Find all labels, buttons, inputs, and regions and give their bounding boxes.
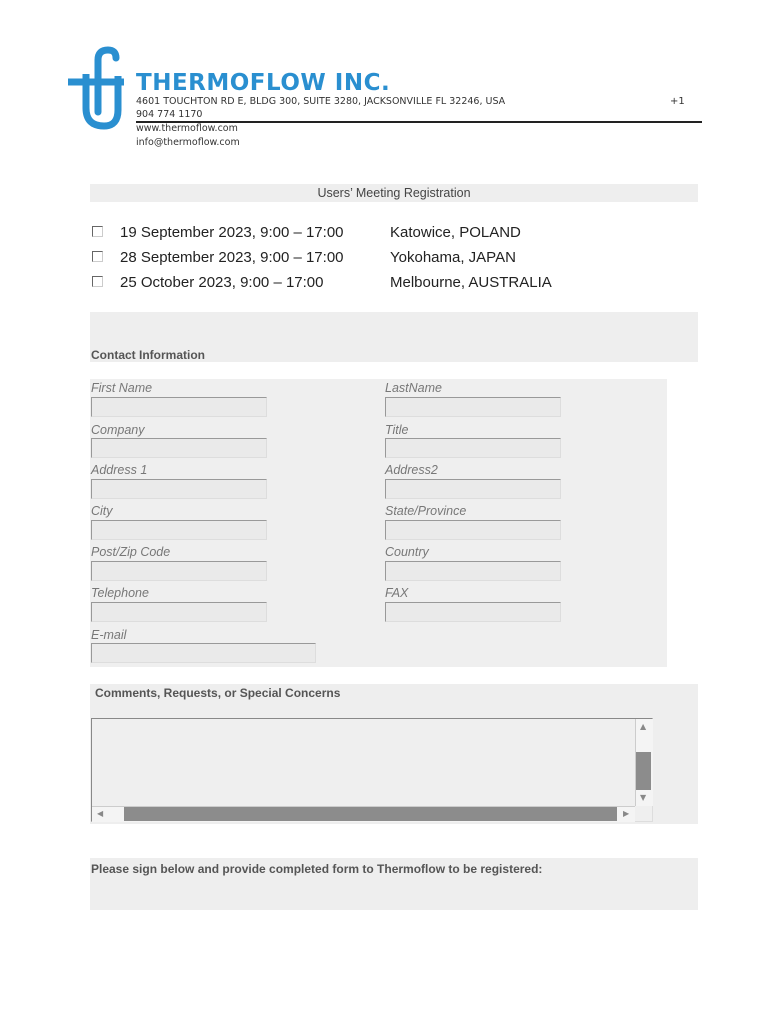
scroll-left-icon[interactable]: ◀: [97, 809, 104, 818]
first-name-input[interactable]: [91, 397, 267, 417]
signature-instructions: Please sign below and provide completed form to Thermoflow to be registered:: [91, 862, 543, 876]
address1-label: Address 1: [91, 463, 148, 477]
telephone-label: Telephone: [91, 586, 149, 600]
city-label: City: [91, 504, 113, 518]
company-email: info@thermoflow.com: [136, 137, 240, 148]
title-label: Title: [385, 423, 409, 437]
country-label: Country: [385, 545, 429, 559]
session-row: [90, 274, 690, 294]
company-label: Company: [91, 423, 145, 437]
contact-heading: Contact Information: [91, 348, 205, 362]
session-location: Yokohama, JAPAN: [390, 249, 516, 266]
comments-heading: Comments, Requests, or Special Concerns: [95, 686, 341, 700]
session-checkbox[interactable]: [92, 226, 103, 237]
session-checkbox[interactable]: [92, 276, 103, 287]
title-input[interactable]: [385, 438, 561, 458]
session-date: 28 September 2023, 9:00 – 17:00: [120, 249, 344, 266]
country-input[interactable]: [385, 561, 561, 581]
thermoflow-logo: [64, 46, 126, 132]
comments-horizontal-scroll-thumb[interactable]: [124, 807, 617, 821]
comments-vertical-scroll-thumb[interactable]: [636, 752, 651, 790]
state-label: State/Province: [385, 504, 467, 518]
last-name-input[interactable]: [385, 397, 561, 417]
country-code: +1: [670, 96, 685, 107]
session-row: [90, 249, 690, 269]
email-input[interactable]: [91, 643, 316, 663]
city-input[interactable]: [91, 520, 267, 540]
postcode-input[interactable]: [91, 561, 267, 581]
company-website: www.thermoflow.com: [136, 123, 238, 134]
scroll-down-icon[interactable]: ▼: [640, 793, 647, 802]
session-date: 19 September 2023, 9:00 – 17:00: [120, 224, 344, 241]
session-location: Katowice, POLAND: [390, 224, 521, 241]
fax-input[interactable]: [385, 602, 561, 622]
company-input[interactable]: [91, 438, 267, 458]
company-phone: 904 774 1170: [136, 109, 203, 120]
first-name-label: First Name: [91, 381, 153, 395]
address2-label: Address2: [385, 463, 438, 477]
scroll-right-icon[interactable]: ▶: [623, 809, 630, 818]
company-name: THERMOFLOW INC.: [136, 70, 391, 96]
session-location: Melbourne, AUSTRALIA: [390, 274, 552, 291]
session-date: 25 October 2023, 9:00 – 17:00: [120, 274, 324, 291]
company-address: 4601 TOUCHTON RD E, BLDG 300, SUITE 3280, JACKSONVILLE FL 32246, USA: [136, 96, 506, 107]
last-name-label: LastName: [385, 381, 442, 395]
form-title: Users’ Meeting Registration: [317, 186, 471, 200]
fax-label: FAX: [385, 586, 409, 600]
address2-input[interactable]: [385, 479, 561, 499]
session-checkbox[interactable]: [92, 251, 103, 262]
address1-input[interactable]: [91, 479, 267, 499]
scroll-up-icon[interactable]: ▲: [640, 722, 647, 731]
postcode-label: Post/Zip Code: [91, 545, 171, 559]
state-input[interactable]: [385, 520, 561, 540]
telephone-input[interactable]: [91, 602, 267, 622]
session-row: [90, 224, 690, 244]
email-label: E-mail: [91, 628, 127, 642]
